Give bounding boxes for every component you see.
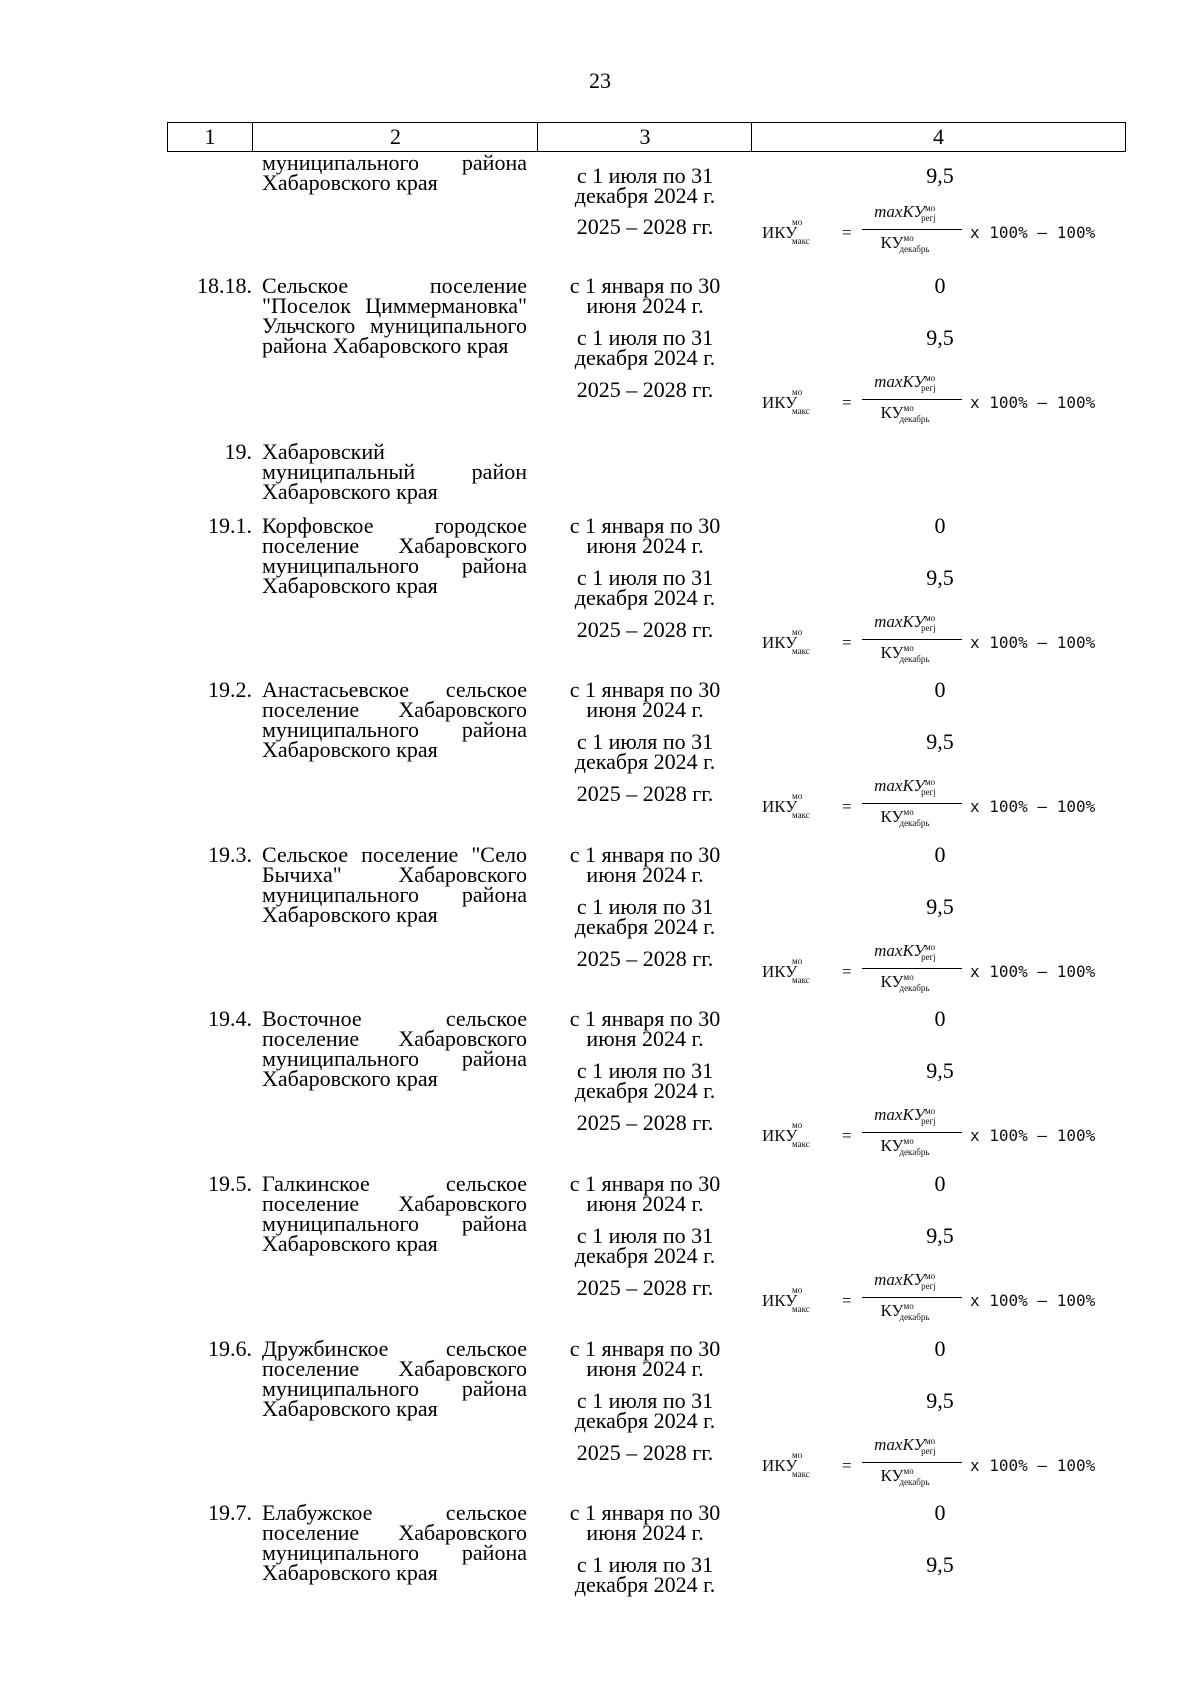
period-2: с 1 июля по 31 декабря 2024 г. bbox=[574, 565, 716, 610]
period-1: с 1 января по 30 июня 2024 г. bbox=[569, 842, 721, 887]
formula-numerator: maxКУ$^{мо}_{регj}$ bbox=[874, 1270, 936, 1291]
row-number: 19.7. bbox=[208, 1500, 252, 1525]
formula-rhs: x 100% – 100% bbox=[970, 1291, 1096, 1310]
municipality-name: Анастасьевское сельское поселение Хабаровского муниципального района Хабаровского края bbox=[262, 677, 527, 762]
formula-equals: = bbox=[842, 393, 852, 412]
formula bbox=[762, 612, 1122, 670]
value-1: 0 bbox=[934, 513, 946, 538]
period-2: с 1 июля по 31 декабря 2024 г. bbox=[574, 325, 716, 370]
fraction-bar bbox=[862, 1297, 962, 1298]
formula-rhs: x 100% – 100% bbox=[970, 393, 1096, 412]
value-2: 9,5 bbox=[926, 894, 954, 919]
value-1: 0 bbox=[934, 1171, 946, 1196]
value-1: 0 bbox=[934, 842, 946, 867]
municipality-name: Елабужское сельское поселение Хабаровского муниципального района Хабаровского края bbox=[262, 1500, 527, 1585]
value-1: 0 bbox=[934, 1500, 946, 1525]
period-1: с 1 января по 30 июня 2024 г. bbox=[569, 273, 721, 318]
period-1: с 1 января по 30 июня 2024 г. bbox=[569, 513, 721, 558]
formula bbox=[762, 1105, 1122, 1163]
formula-numerator: maxКУ$^{мо}_{регj}$ bbox=[874, 1105, 936, 1126]
row-number: 19. bbox=[224, 439, 252, 464]
period-1: с 1 января по 30 июня 2024 г. bbox=[569, 1171, 721, 1216]
column-header-4: 4 bbox=[751, 123, 1125, 151]
row-number: 19.6. bbox=[208, 1336, 252, 1361]
period-2: с 1 июля по 31 декабря 2024 г. bbox=[574, 729, 716, 774]
formula-lhs: ИКУ мо макс bbox=[762, 217, 810, 246]
period-2: с 1 июля по 31 декабря 2024 г. bbox=[574, 1058, 716, 1103]
fraction-bar bbox=[862, 1132, 962, 1133]
period-1: с 1 января по 30 июня 2024 г. bbox=[569, 1500, 721, 1545]
municipality-name: Дружбинское сельское поселение Хабаровского муниципального района Хабаровского края bbox=[262, 1336, 527, 1421]
value-2: 9,5 bbox=[926, 1223, 954, 1248]
formula-rhs: x 100% – 100% bbox=[970, 633, 1096, 652]
value-1: 0 bbox=[934, 1006, 946, 1031]
formula-denominator: $КУ^{мо}_{декабрь}$ bbox=[880, 972, 930, 993]
formula-denominator: $КУ^{мо}_{декабрь}$ bbox=[880, 643, 930, 664]
row-number: 19.1. bbox=[208, 513, 252, 538]
value-2: 9,5 bbox=[926, 1058, 954, 1083]
formula-equals: = bbox=[842, 962, 852, 981]
fraction-bar bbox=[862, 229, 962, 230]
formula bbox=[762, 1270, 1122, 1328]
formula-lhs: ИКУ мо макс bbox=[762, 1285, 810, 1314]
period-2: с 1 июля по 31 декабря 2024 г. bbox=[574, 894, 716, 939]
formula-equals: = bbox=[842, 633, 852, 652]
period-1: с 1 января по 30 июня 2024 г. bbox=[569, 1006, 721, 1051]
value-2: 9,5 bbox=[926, 325, 954, 350]
formula-numerator: maxКУ$^{мо}_{регj}$ bbox=[874, 1435, 936, 1456]
value-1: 0 bbox=[934, 273, 946, 298]
municipality-name: Корфовское городское поселение Хабаровского муниципального района Хабаровского края bbox=[262, 513, 527, 598]
formula bbox=[762, 372, 1122, 430]
table-header bbox=[167, 122, 1126, 152]
formula-lhs: ИКУ мо макс bbox=[762, 1450, 810, 1479]
formula bbox=[762, 1435, 1122, 1493]
period-3: 2025 – 2028 гг. bbox=[576, 946, 714, 971]
row-number: 19.5. bbox=[208, 1171, 252, 1196]
formula bbox=[762, 941, 1122, 999]
period-3: 2025 – 2028 гг. bbox=[576, 781, 714, 806]
formula-numerator: maxКУ$^{мо}_{регj}$ bbox=[874, 776, 936, 797]
period-1: с 1 января по 30 июня 2024 г. bbox=[569, 1336, 721, 1381]
column-header-2: 2 bbox=[252, 123, 538, 151]
value-2: 9,5 bbox=[926, 729, 954, 754]
page-number: 23 bbox=[589, 68, 611, 93]
municipality-name: Сельское поселение "Поселок Циммермановка" Ульчского муниципального района Хабаровского края bbox=[262, 273, 527, 358]
formula-equals: = bbox=[842, 223, 852, 242]
formula-lhs: ИКУ мо макс bbox=[762, 956, 810, 985]
municipality-name: муниципального района Хабаровского края bbox=[262, 150, 527, 195]
formula-denominator: $КУ^{мо}_{декабрь}$ bbox=[880, 1466, 930, 1487]
formula-numerator: maxКУ$^{мо}_{регj}$ bbox=[874, 612, 936, 633]
formula-rhs: x 100% – 100% bbox=[970, 962, 1096, 981]
period-3: 2025 – 2028 гг. bbox=[576, 377, 714, 402]
fraction-bar bbox=[862, 968, 962, 969]
formula-rhs: x 100% – 100% bbox=[970, 1456, 1096, 1475]
municipality-name: Сельское поселение "Село Бычиха" Хабаровского муниципального района Хабаровского края bbox=[262, 842, 527, 927]
formula-rhs: x 100% – 100% bbox=[970, 223, 1096, 242]
formula-equals: = bbox=[842, 797, 852, 816]
period-1: с 1 января по 30 июня 2024 г. bbox=[569, 677, 721, 722]
value-1: 0 bbox=[934, 1336, 946, 1361]
period-3: 2025 – 2028 гг. bbox=[576, 1110, 714, 1135]
period-2: с 1 июля по 31 декабря 2024 г. bbox=[574, 163, 716, 208]
column-header-3: 3 bbox=[537, 123, 752, 151]
municipality-name: Хабаровский муниципальный район Хабаровского края bbox=[262, 439, 527, 504]
period-2: с 1 июля по 31 декабря 2024 г. bbox=[574, 1223, 716, 1268]
formula-numerator: maxКУ$^{мо}_{регj}$ bbox=[874, 941, 936, 962]
formula-equals: = bbox=[842, 1126, 852, 1145]
period-3: 2025 – 2028 гг. bbox=[576, 1440, 714, 1465]
value-2: 9,5 bbox=[926, 565, 954, 590]
formula-lhs: ИКУ мо макс bbox=[762, 627, 810, 656]
formula-lhs: ИКУ мо макс bbox=[762, 791, 810, 820]
formula-numerator: maxКУ$^{мо}_{регj}$ bbox=[874, 202, 936, 223]
period-2: с 1 июля по 31 декабря 2024 г. bbox=[574, 1552, 716, 1597]
formula-denominator: $КУ^{мо}_{декабрь}$ bbox=[880, 403, 930, 424]
row-number: 19.4. bbox=[208, 1006, 252, 1031]
value-2: 9,5 bbox=[926, 163, 954, 188]
period-3: 2025 – 2028 гг. bbox=[576, 617, 714, 642]
municipality-name: Галкинское сельское поселение Хабаровского муниципального района Хабаровского края bbox=[262, 1171, 527, 1256]
fraction-bar bbox=[862, 639, 962, 640]
fraction-bar bbox=[862, 1462, 962, 1463]
column-header-1: 1 bbox=[204, 124, 216, 149]
formula bbox=[762, 202, 1122, 260]
row-number: 19.3. bbox=[208, 842, 252, 867]
formula-rhs: x 100% – 100% bbox=[970, 1126, 1096, 1145]
value-1: 0 bbox=[934, 677, 946, 702]
formula-denominator: $КУ^{мо}_{декабрь}$ bbox=[880, 1301, 930, 1322]
fraction-bar bbox=[862, 399, 962, 400]
formula-numerator: maxКУ$^{мо}_{регj}$ bbox=[874, 372, 936, 393]
row-number: 18.18. bbox=[197, 273, 252, 298]
formula-denominator: $КУ^{мо}_{декабрь}$ bbox=[880, 233, 930, 254]
formula-denominator: $КУ^{мо}_{декабрь}$ bbox=[880, 1136, 930, 1157]
value-2: 9,5 bbox=[926, 1552, 954, 1577]
period-3: 2025 – 2028 гг. bbox=[576, 1275, 714, 1300]
period-3: 2025 – 2028 гг. bbox=[576, 214, 714, 239]
formula-lhs: ИКУ мо макс bbox=[762, 1120, 810, 1149]
formula-lhs: ИКУ мо макс bbox=[762, 387, 810, 416]
formula-denominator: $КУ^{мо}_{декабрь}$ bbox=[880, 807, 930, 828]
formula-equals: = bbox=[842, 1456, 852, 1475]
formula-rhs: x 100% – 100% bbox=[970, 797, 1096, 816]
row-number: 19.2. bbox=[208, 677, 252, 702]
fraction-bar bbox=[862, 803, 962, 804]
formula bbox=[762, 776, 1122, 834]
value-2: 9,5 bbox=[926, 1388, 954, 1413]
period-2: с 1 июля по 31 декабря 2024 г. bbox=[574, 1388, 716, 1433]
municipality-name: Восточное сельское поселение Хабаровского муниципального района Хабаровского края bbox=[262, 1006, 527, 1091]
formula-equals: = bbox=[842, 1291, 852, 1310]
